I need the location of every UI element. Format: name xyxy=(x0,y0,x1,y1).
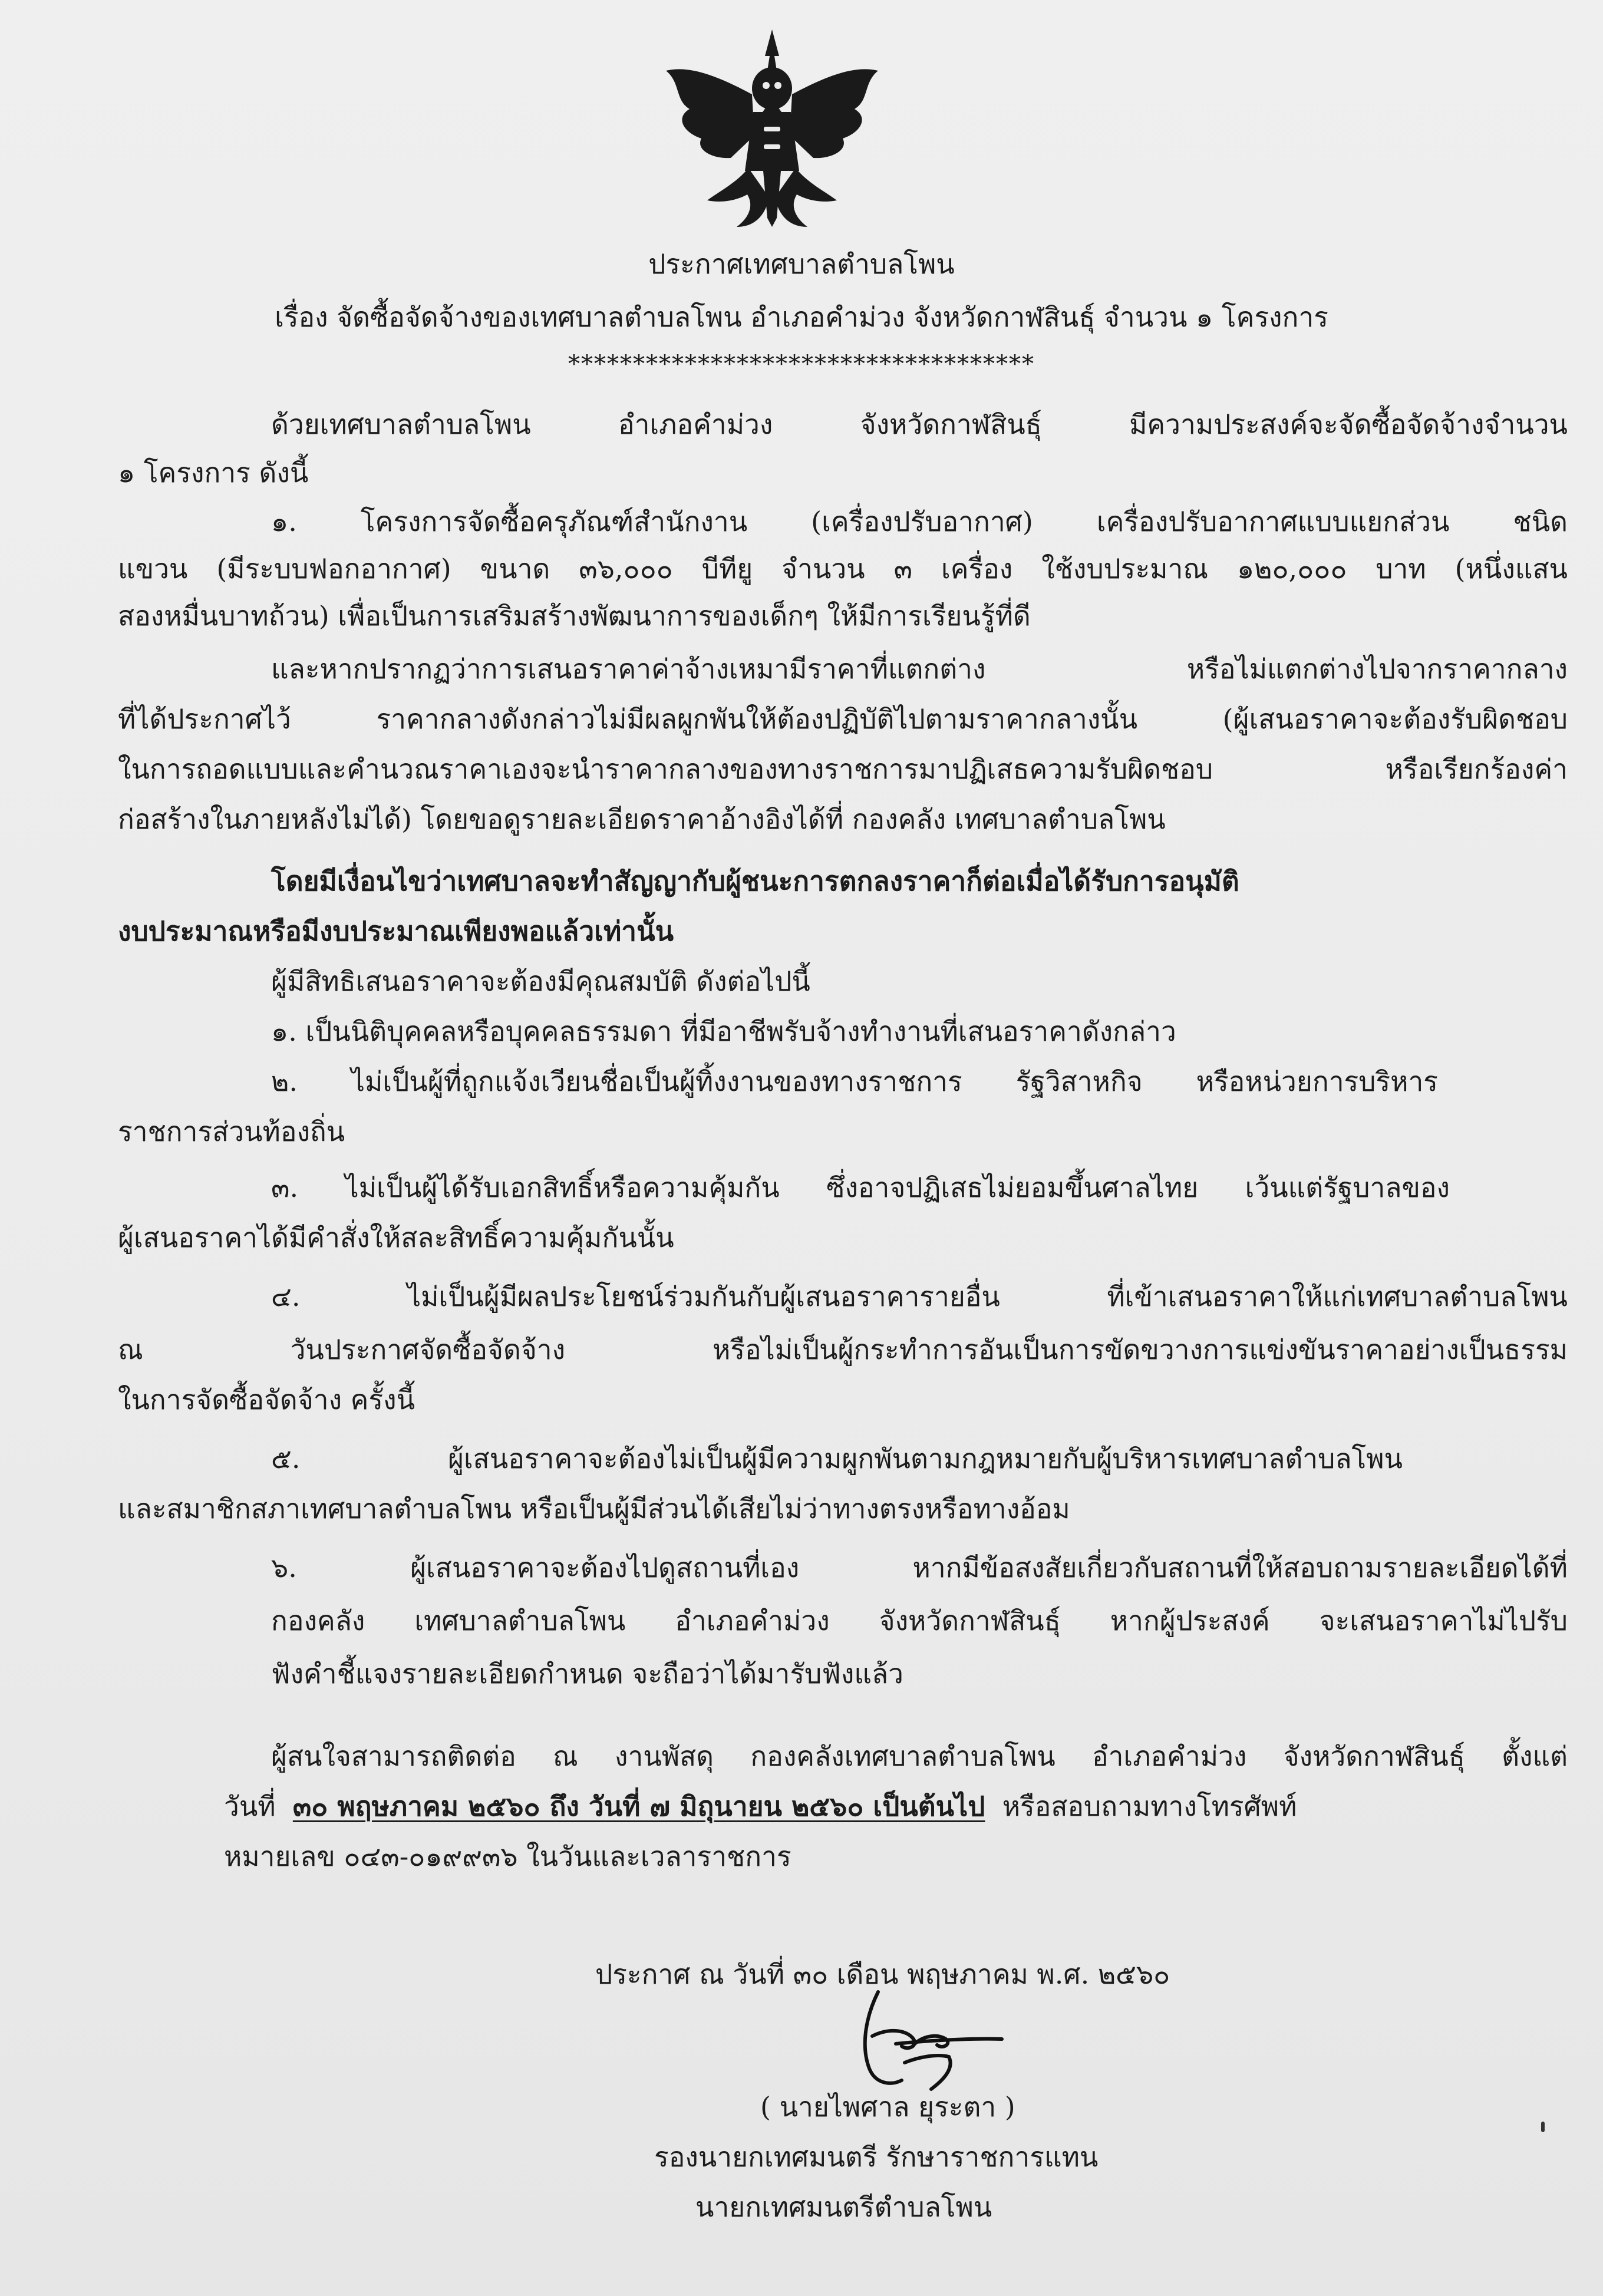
contact-date-prefix: วันที่ xyxy=(224,1790,276,1822)
qualification-3-line-2: ผู้เสนอราคาได้มีคำสั่งให้สละสิทธิ์ความคุ้มกันนั้น xyxy=(118,1222,674,1253)
contact-date-range: ๓๐ พฤษภาคม ๒๕๖๐ ถึง วันที่ ๗ มิถุนายน ๒๕๖๐ เป็นต้นไป xyxy=(292,1790,985,1822)
signatory-position-1: รองนายกเทศมนตรี รักษาราชการแทน xyxy=(654,2141,1099,2173)
qualification-5-line-2: และสมาชิกสภาเทศบาลตำบลโพน หรือเป็นผู้มีส่วนได้เสียไม่ว่าทางตรงหรือทางอ้อม xyxy=(118,1493,1070,1525)
contact-date-suffix: หรือสอบถามทางโทรศัพท์ xyxy=(1002,1790,1297,1822)
project-line-3: สองหมื่นบาทถ้วน) เพื่อเป็นการเสริมสร้างพัฒนาการของเด็กๆ ให้มีการเรียนรู้ที่ดี xyxy=(118,600,1031,632)
qualification-4-line-1: ๔. ไม่เป็นผู้มีผลประโยชน์ร่วมกันกับผู้เสนอราคารายอื่น ที่เข้าเสนอราคาให้แก่เทศบาลตำบลโพน xyxy=(271,1281,1568,1312)
contact-line-1: ผู้สนใจสามารถติดต่อ ณ งานพัสดุ กองคลังเทศบาลตำบลโพน อำเภอคำม่วง จังหวัดกาฬสินธุ์ ตั้งแต่ xyxy=(271,1740,1568,1772)
announcement-title: ประกาศเทศบาลตำบลโพน xyxy=(648,248,955,280)
intro-line-2: ๑ โครงการ ดังนี้ xyxy=(118,457,309,489)
qualification-5-line-1: ๕. ผู้เสนอราคาจะต้องไม่เป็นผู้มีความผูกพันตามกฎหมายกับผู้บริหารเทศบาลตำบลโพน xyxy=(271,1443,1403,1474)
qualification-2-line-1: ๒. ไม่เป็นผู้ที่ถูกแจ้งเวียนชื่อเป็นผู้ทิ้งงานของทางราชการ รัฐวิสาหกิจ หรือหน่วยการบริหาร xyxy=(271,1065,1438,1097)
price-line-1: และหากปรากฏว่าการเสนอราคาค่าจ้างเหมามีราคาที่แตกต่าง หรือไม่แตกต่างไปจากราคากลาง xyxy=(271,653,1568,685)
signatory-position-2: นายกเทศมนตรีตำบลโพน xyxy=(695,2191,992,2223)
qualification-2-line-2: ราชการส่วนท้องถิ่น xyxy=(118,1116,345,1147)
condition-line-2: งบประมาณหรือมีงบประมาณเพียงพอแล้วเท่านั้น xyxy=(118,915,674,947)
signatory-name: ( นายไพศาล ยุระตา ) xyxy=(760,2091,1015,2123)
project-line-1: ๑. โครงการจัดซื้อครุภัณฑ์สำนักงาน (เครื่องปรับอากาศ) เครื่องปรับอากาศแบบแยกส่วน ชนิด xyxy=(271,506,1568,537)
price-line-4: ก่อสร้างในภายหลังไม่ได้) โดยขอดูรายละเอียดราคาอ้างอิงได้ที่ กองคลัง เทศบาลตำบลโพน xyxy=(118,803,1166,835)
header-separator: ************************************ xyxy=(568,351,1035,378)
contact-line-2 xyxy=(224,1789,1297,1824)
announcement-date: ประกาศ ณ วันที่ ๓๐ เดือน พฤษภาคม พ.ศ. ๒๕๖๐ xyxy=(595,1958,1170,1990)
qualification-1: ๑. เป็นนิติบุคคลหรือบุคคลธรรมดา ที่มีอาชีพรับจ้างทำงานที่เสนอราคาดังกล่าว xyxy=(271,1015,1176,1047)
qualification-6-line-2: กองคลัง เทศบาลตำบลโพน อำเภอคำม่วง จังหวัดกาฬสินธุ์ หากผู้ประสงค์ จะเสนอราคาไม่ไปรับ xyxy=(271,1605,1568,1637)
qualification-4-line-2: ณ วันประกาศจัดซื้อจัดจ้าง หรือไม่เป็นผู้กระทำการอันเป็นการขัดขวางการแข่งขันราคาอย่างเป็นธรรม xyxy=(118,1334,1568,1365)
garuda-emblem-icon xyxy=(648,24,896,236)
contact-line-3: หมายเลข ๐๔๓-๐๑๙๙๓๖ ในวันและเวลาราชการ xyxy=(224,1840,791,1872)
ink-mark xyxy=(1541,2122,1545,2132)
qualification-6-line-1: ๖. ผู้เสนอราคาจะต้องไปดูสถานที่เอง หากมีข้อสงสัยเกี่ยวกับสถานที่ให้สอบถามรายละเอียดได้ที่ xyxy=(271,1552,1568,1584)
project-line-2: แขวน (มีระบบฟอกอากาศ) ขนาด ๓๖,๐๐๐ บีทียู จำนวน ๓ เครื่อง ใช้งบประมาณ ๑๒๐,๐๐๐ บาท (หนึ่งแสน xyxy=(118,553,1568,585)
price-line-3: ในการถอดแบบและคำนวณราคาเองจะนำราคากลางของทางราชการมาปฏิเสธความรับผิดชอบ หรือเรียกร้องค่า xyxy=(118,753,1568,785)
qualification-4-line-3: ในการจัดซื้อจัดจ้าง ครั้งนี้ xyxy=(118,1384,415,1416)
announcement-subject: เรื่อง จัดซื้อจัดจ้างของเทศบาลตำบลโพน อำเภอคำม่วง จังหวัดกาฬสินธุ์ จำนวน ๑ โครงการ xyxy=(275,301,1328,333)
intro-line-1: ด้วยเทศบาลตำบลโพน อำเภอคำม่วง จังหวัดกาฬสินธุ์ มีความประสงค์จะจัดซื้อจัดจ้างจำนวน xyxy=(271,408,1568,440)
qualification-6-line-3: ฟังคำชี้แจงรายละเอียดกำหนด จะถือว่าได้มารับฟังแล้ว xyxy=(271,1658,903,1690)
qualifications-heading: ผู้มีสิทธิเสนอราคาจะต้องมีคุณสมบัติ ดังต่อไปนี้ xyxy=(271,965,810,997)
condition-line-1: โดยมีเงื่อนไขว่าเทศบาลจะทำสัญญากับผู้ชนะการตกลงราคาก็ต่อเมื่อได้รับการอนุมัติ xyxy=(271,865,1239,897)
qualification-3-line-1: ๓. ไม่เป็นผู้ได้รับเอกสิทธิ์หรือความคุ้มกัน ซึ่งอาจปฏิเสธไม่ยอมขึ้นศาลไทย เว้นแต่รัฐบาลของ xyxy=(271,1172,1450,1203)
price-line-2: ที่ได้ประกาศไว้ ราคากลางดังกล่าวไม่มีผลผูกพันให้ต้องปฏิบัติไปตามราคากลางนั้น (ผู้เสนอราคาจะต้องรับผิดชอบ xyxy=(118,703,1568,735)
